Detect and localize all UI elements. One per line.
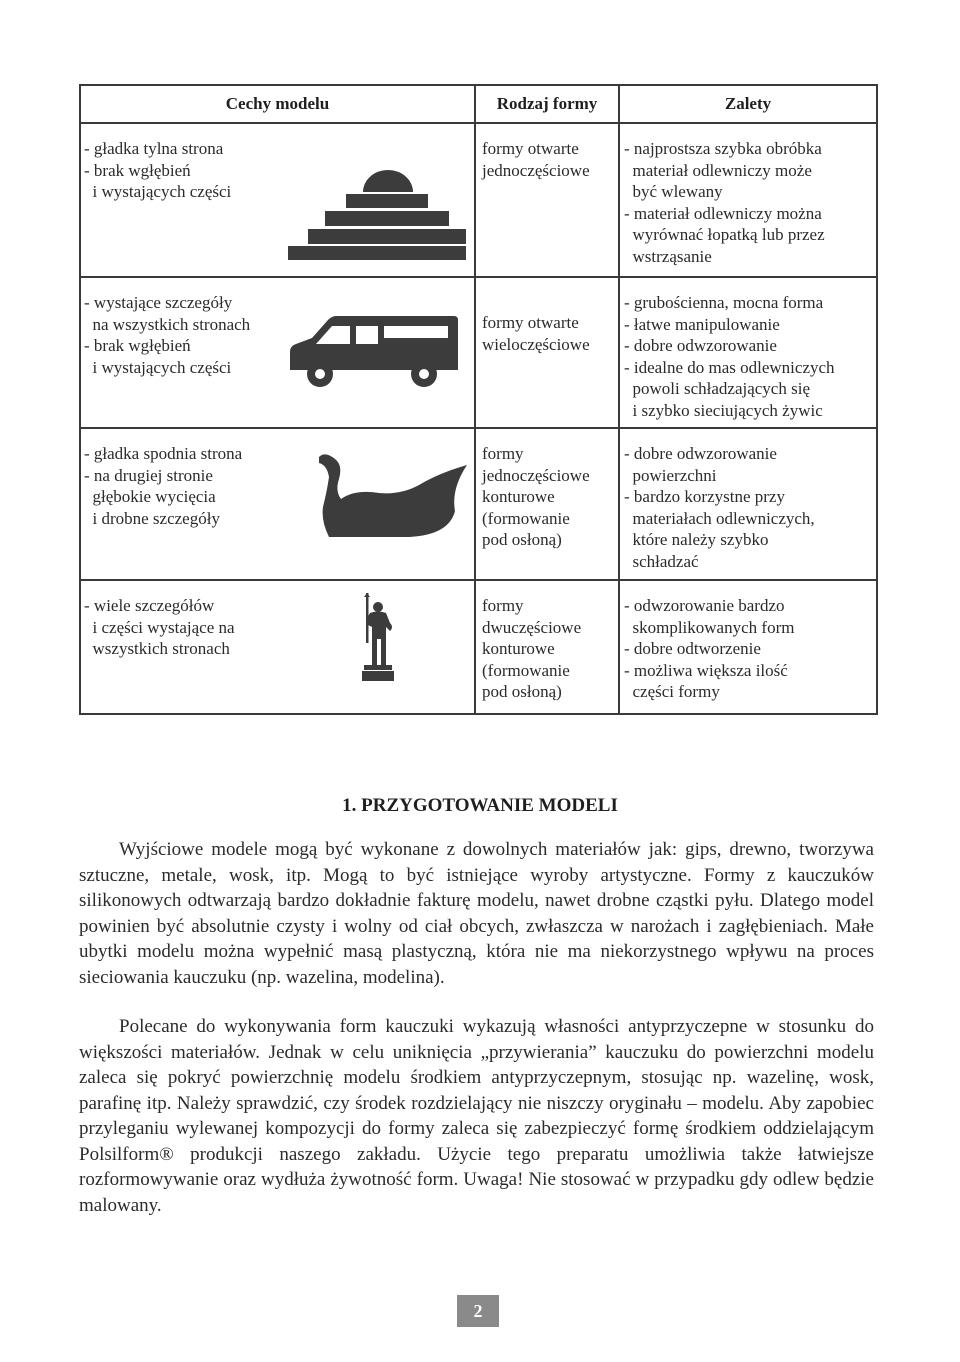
section-title: 1. PRZYGOTOWANIE MODELI	[342, 795, 618, 816]
paragraph-2: Polecane do wykonywania form kauczuki wykazują własności antyprzyczepne w stosunku do większości materiałów. Jednak w celu uniknięcia „przywierania” kauczuku do powierzchni modelu zaleca się pokryć powierzchnię modelu środkiem antyprzyczepnym, stosując np. wazelinę, wosk, parafinę itp. Należy sprawdzić, czy środek rozdzielający nie niszczy oryginału – modelu. Aby zapobiec przyleganiu wylewanej kompozycji do formy zaleca się zabezpieczyć formę środkiem oddzielającym Polsilform® produkcji naszego zakładu. Użycie tego preparatu umożliwia także łatwiejsze rozformowywanie oraz wydłuża żywotność form. Uwaga! Nie stosować w przypadku gdy odlew będzie malowany.	[79, 1016, 874, 1216]
header-advantages: Zalety	[619, 85, 877, 123]
table-row	[80, 428, 877, 580]
form-type-cell: formy otwarte jednoczęściowe	[475, 123, 619, 277]
page-number: 2	[457, 1295, 499, 1327]
header-form-type: Rodzaj formy	[475, 85, 619, 123]
features-text: - gładka spodnia strona - na drugiej stronie głębokie wycięcia i drobne szczegóły	[84, 444, 243, 528]
form-type-cell: formy jednoczęściowe konturowe (formowanie pod osłoną)	[475, 428, 619, 580]
features-cell	[80, 123, 475, 277]
table-row	[80, 123, 877, 277]
warrior-statue-icon	[360, 593, 400, 683]
form-type-cell: formy otwarte wieloczęściowe	[475, 277, 619, 428]
form-type-cell: formy dwuczęściowe konturowe (formowanie pod osłoną)	[475, 580, 619, 714]
advantages-cell: - grubościenna, mocna forma - łatwe manipulowanie - dobre odwzorowanie - idealne do mas odlewniczych powoli schładzających się i szybko sieciujących żywic	[619, 277, 877, 428]
advantages-cell: - odwzorowanie bardzo skomplikowanych form - dobre odtworzenie - możliwa większa ilość części formy	[619, 580, 877, 714]
table-row	[80, 580, 877, 714]
features-text: - wiele szczegółów i części wystające na wszystkich stronach	[84, 596, 235, 658]
model-types-table	[79, 84, 878, 715]
header-features: Cechy modelu	[80, 85, 475, 123]
features-cell	[80, 428, 475, 580]
van-icon	[290, 316, 458, 388]
features-cell	[80, 277, 475, 428]
features-text: - gładka tylna strona - brak wgłębień i wystających części	[84, 139, 232, 201]
features-cell	[80, 580, 475, 714]
stepped-pyramid-icon	[288, 162, 466, 260]
paragraph-1: Wyjściowe modele mogą być wykonane z dowolnych materiałów jak: gips, drewno, tworzywa sztuczne, metale, wosk, itp. Mogą to być istniejące wyroby artystyczne. Formy z kauczuków silikonowych odtwarzają bardzo dokładnie fakturę modelu, nawet drobne cząstki pyłu. Dlatego model powinien być absolutnie czysty i wolny od ciał obcych, zwłaszcza w narożach i zagłębieniach. Małe ubytki modelu można wypełnić masą plastyczną, która nie ma niekorzystnego wpływu na proces sieciowania kauczuku (np. wazelina, modelina).	[79, 839, 874, 988]
advantages-cell: - najprostsza szybka obróbka materiał odlewniczy może być wlewany - materiał odlewniczy można wyrównać łopatką lub przez wstrząsanie	[619, 123, 877, 277]
table-header-row	[80, 85, 877, 123]
advantages-cell: - dobre odwzorowanie powierzchni - bardzo korzystne przy materiałach odlewniczych, które należy szybko schładzać	[619, 428, 877, 580]
duck-decoy-icon	[319, 451, 469, 539]
table-row	[80, 277, 877, 428]
features-text: - wystające szczegóły na wszystkich stronach - brak wgłębień i wystających części	[84, 293, 251, 377]
